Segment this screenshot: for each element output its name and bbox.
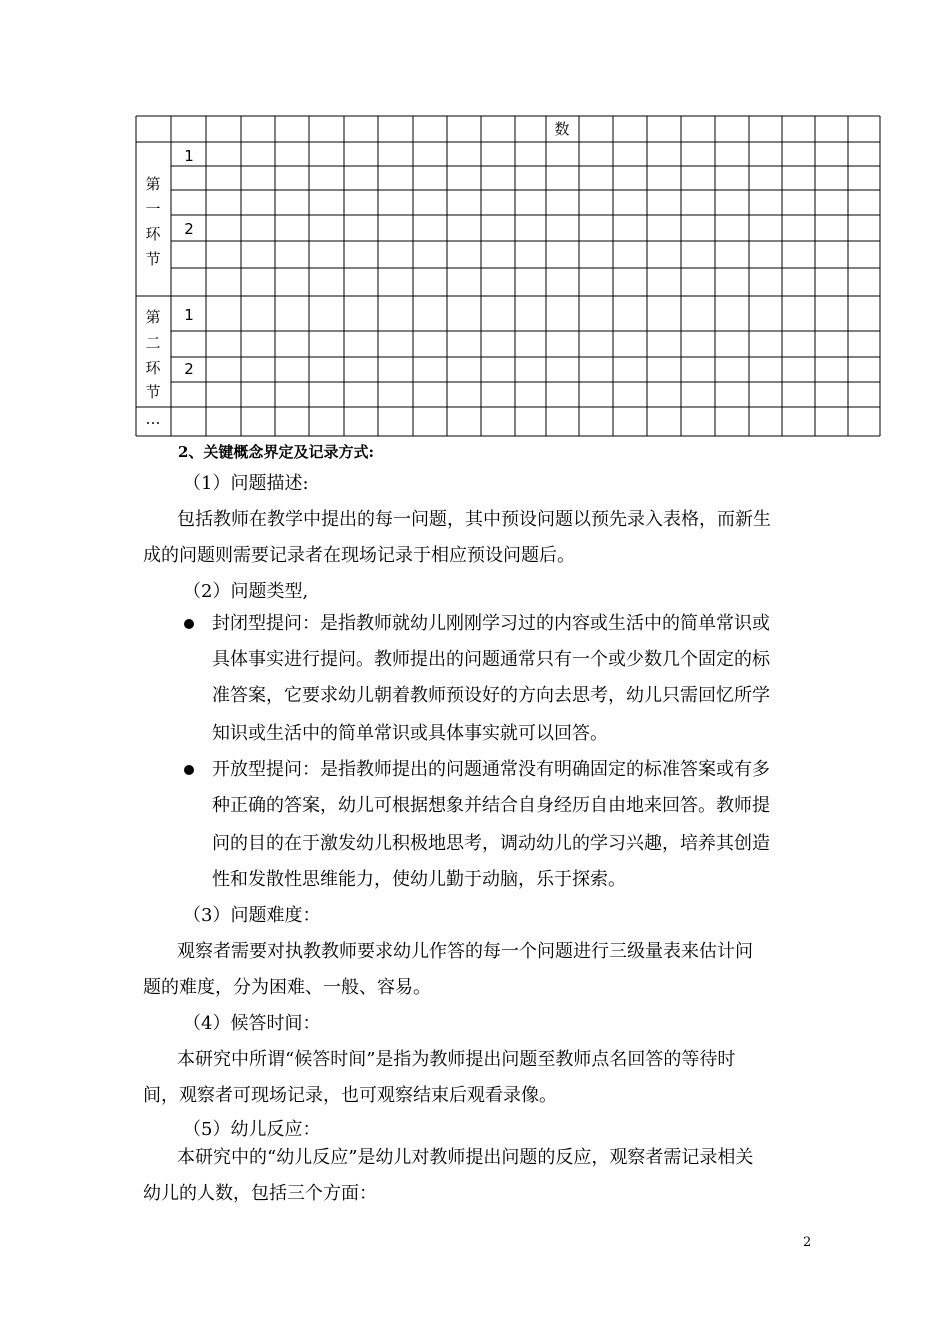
bullet-dot bbox=[184, 765, 194, 775]
p4-line: 本研究中所谓“候答时间”是指为教师提出问题至教师点名回答的等待时 bbox=[177, 1049, 736, 1070]
p5-line: 本研究中的“幼儿反应”是幼儿对教师提出问题的反应，观察者需记录相关 bbox=[177, 1147, 754, 1168]
p1-line: 包括教师在教学中提出的每一问题，其中预设问题以预先录入表格，而新生 bbox=[177, 509, 771, 530]
p3-line: 题的难度，分为困难、一般、容易。 bbox=[143, 977, 431, 998]
section1-row-label: 2 bbox=[184, 220, 194, 238]
bullet2-line: 性和发散性思维能力，使幼儿勤于动脑，乐于探索。 bbox=[212, 869, 626, 890]
bullet2-line: 开放型提问：是指教师提出的问题通常没有明确固定的标准答案或有多 bbox=[212, 759, 770, 780]
p5-title: （5）幼儿反应： bbox=[183, 1119, 321, 1140]
p4-line: 间，观察者可现场记录，也可观察结束后观看录像。 bbox=[143, 1085, 557, 1106]
section2-row-label: 2 bbox=[184, 360, 194, 378]
p2-title: （2）问题类型, bbox=[183, 581, 309, 602]
bullet1-line: 具体事实进行提问。教师提出的问题通常只有一个或少数几个固定的标 bbox=[212, 649, 770, 670]
p4-title: （4）候答时间： bbox=[183, 1013, 321, 1034]
p1-title: （1）问题描述: bbox=[183, 473, 309, 494]
section1-label-char: 节 bbox=[145, 250, 161, 268]
section1-row-label: 1 bbox=[184, 147, 194, 165]
table-ellipsis: … bbox=[145, 410, 161, 428]
p3-title: （3）问题难度： bbox=[183, 905, 321, 926]
bullet1-line: 封闭型提问：是指教师就幼儿刚刚学习过的内容或生活中的简单常识或 bbox=[212, 613, 770, 634]
p3-line: 观察者需要对执教教师要求幼儿作答的每一个问题进行三级量表来估计问 bbox=[177, 941, 753, 962]
section1-label-char: 第 bbox=[145, 175, 161, 193]
bullet2-line: 问的目的在于激发幼儿积极地思考，调动幼儿的学习兴趣，培养其创造 bbox=[212, 833, 770, 854]
p5-line: 幼儿的人数，包括三个方面： bbox=[143, 1183, 377, 1204]
section2-label-char: 环 bbox=[145, 359, 161, 377]
table-header-label: 数 bbox=[554, 120, 570, 138]
section2-row-label: 1 bbox=[184, 306, 194, 324]
page-number: 2 bbox=[803, 1235, 812, 1250]
bullet1-line: 准答案，它要求幼儿朝着教师预设好的方向去思考，幼儿只需回忆所学 bbox=[212, 685, 770, 706]
bullet1-line: 知识或生活中的简单常识或具体事实就可以回答。 bbox=[212, 723, 608, 744]
section2-label-char: 第 bbox=[145, 308, 161, 326]
bullet-dot bbox=[184, 619, 194, 629]
section2-label-char: 节 bbox=[145, 383, 161, 401]
section1-label-char: 环 bbox=[145, 225, 161, 243]
section-heading: 2、关键概念界定及记录方式: bbox=[178, 443, 374, 461]
p1-line: 成的问题则需要记录者在现场记录于相应预设问题后。 bbox=[143, 545, 575, 566]
observation-table bbox=[0, 0, 950, 440]
section2-label-char: 二 bbox=[145, 334, 161, 352]
bullet2-line: 种正确的答案，幼儿可根据想象并结合自身经历自由地来回答。教师提 bbox=[212, 795, 770, 816]
section1-label-char: 一 bbox=[145, 200, 161, 218]
